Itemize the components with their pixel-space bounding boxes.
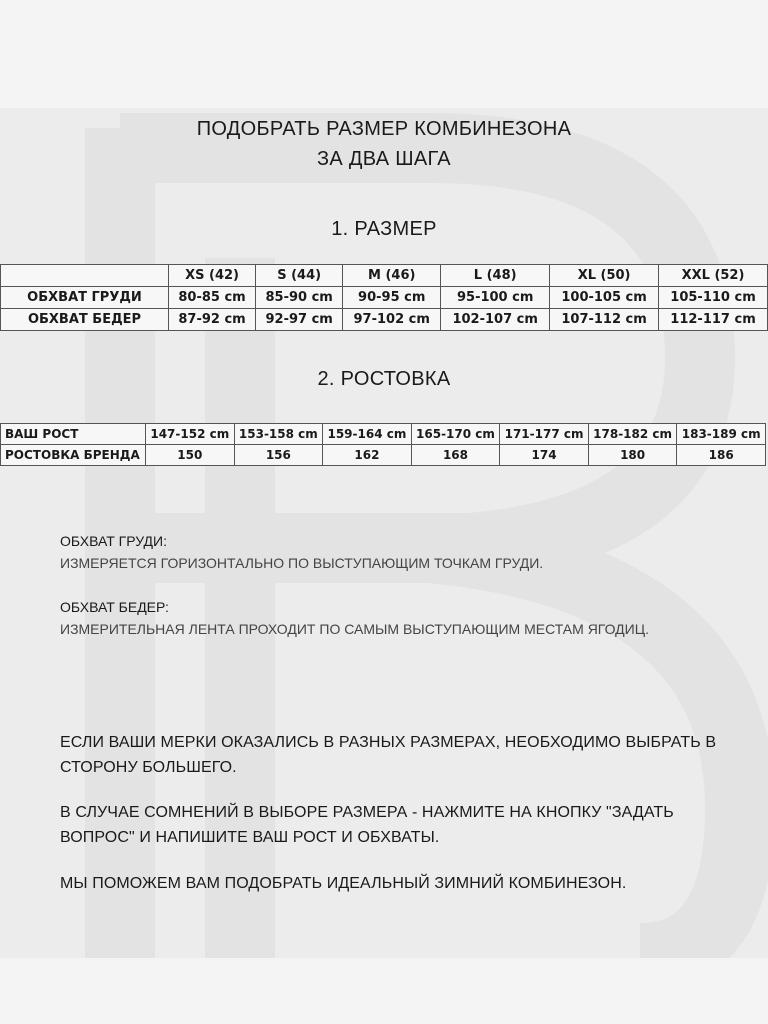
table-cell: 87-92 cm xyxy=(169,309,256,331)
page-title-line2: ЗА ДВА ШАГА xyxy=(317,148,451,170)
size-column-header: XS (42) xyxy=(169,265,256,287)
page-title-line1: ПОДОБРАТЬ РАЗМЕР КОМБИНЕЗОНА xyxy=(196,118,572,140)
table-cell: 147-152 cm xyxy=(146,424,235,445)
table-row xyxy=(1,445,766,466)
table-cell: 85-90 cm xyxy=(256,287,343,309)
table-cell: 168 xyxy=(411,445,500,466)
paragraph-ask-question: В СЛУЧАЕ СОМНЕНИЙ В ВЫБОРЕ РАЗМЕРА - НАЖМИТЕ НА КНОПКУ "ЗАДАТЬ ВОПРОС" И НАПИШИТЕ ВАШ РОСТ И ОБХВАТЫ. xyxy=(60,804,674,846)
table-cell: 100-105 cm xyxy=(550,287,659,309)
note-text: ИЗМЕРИТЕЛЬНАЯ ЛЕНТА ПРОХОДИТ ПО САМЫМ ВЫСТУПАЮЩИМ МЕСТАМ ЯГОДИЦ. xyxy=(60,621,649,637)
size-column-header: XL (50) xyxy=(550,265,659,287)
table-cell: 156 xyxy=(234,445,323,466)
table-cell: 165-170 cm xyxy=(411,424,500,445)
note-heading: ОБХВАТ ГРУДИ: xyxy=(60,533,167,549)
table-cell: 107-112 cm xyxy=(550,309,659,331)
table-cell: 80-85 cm xyxy=(169,287,256,309)
table-cell: 97-102 cm xyxy=(343,309,441,331)
size-table-corner-cell xyxy=(1,265,169,287)
table-cell: 105-110 cm xyxy=(659,287,768,309)
note-chest xyxy=(60,530,720,574)
size-column-header: S (44) xyxy=(256,265,343,287)
size-table-header-row xyxy=(1,265,768,287)
table-cell: 186 xyxy=(677,445,766,466)
size-column-header: L (48) xyxy=(441,265,550,287)
table-cell: 112-117 cm xyxy=(659,309,768,331)
table-cell: 162 xyxy=(323,445,412,466)
table-cell: 102-107 cm xyxy=(441,309,550,331)
table-row xyxy=(1,287,768,309)
paragraph-larger-size: ЕСЛИ ВАШИ МЕРКИ ОКАЗАЛИСЬ В РАЗНЫХ РАЗМЕРАХ, НЕОБХОДИМО ВЫБРАТЬ В СТОРОНУ БОЛЬШЕГО. xyxy=(60,734,717,776)
table-cell: 174 xyxy=(500,445,589,466)
size-column-header: XXL (52) xyxy=(659,265,768,287)
size-column-header: M (46) xyxy=(343,265,441,287)
table-cell: 92-97 cm xyxy=(256,309,343,331)
table-cell: 153-158 cm xyxy=(234,424,323,445)
note-text: ИЗМЕРЯЕТСЯ ГОРИЗОНТАЛЬНО ПО ВЫСТУПАЮЩИМ ТОЧКАМ ГРУДИ. xyxy=(60,555,544,571)
table-cell: 95-100 cm xyxy=(441,287,550,309)
step1-heading: 1. РАЗМЕР xyxy=(331,218,437,240)
table-cell: 90-95 cm xyxy=(343,287,441,309)
row-label-your-height: ВАШ РОСТ xyxy=(1,424,146,445)
table-cell: 180 xyxy=(588,445,677,466)
row-label-brand-height: РОСТОВКА БРЕНДА xyxy=(1,445,146,466)
table-cell: 159-164 cm xyxy=(323,424,412,445)
table-cell: 178-182 cm xyxy=(588,424,677,445)
step2-heading: 2. РОСТОВКА xyxy=(317,368,451,390)
row-label-chest: ОБХВАТ ГРУДИ xyxy=(1,287,169,309)
note-heading: ОБХВАТ БЕДЕР: xyxy=(60,599,169,615)
height-table xyxy=(0,423,766,466)
size-table xyxy=(0,264,768,331)
table-row xyxy=(1,424,766,445)
table-row xyxy=(1,309,768,331)
paragraph-help: МЫ ПОМОЖЕМ ВАМ ПОДОБРАТЬ ИДЕАЛЬНЫЙ ЗИМНИЙ КОМБИНЕЗОН. xyxy=(60,875,627,892)
note-hips xyxy=(60,596,670,640)
row-label-hips: ОБХВАТ БЕДЕР xyxy=(1,309,169,331)
table-cell: 150 xyxy=(146,445,235,466)
table-cell: 171-177 cm xyxy=(500,424,589,445)
table-cell: 183-189 cm xyxy=(677,424,766,445)
